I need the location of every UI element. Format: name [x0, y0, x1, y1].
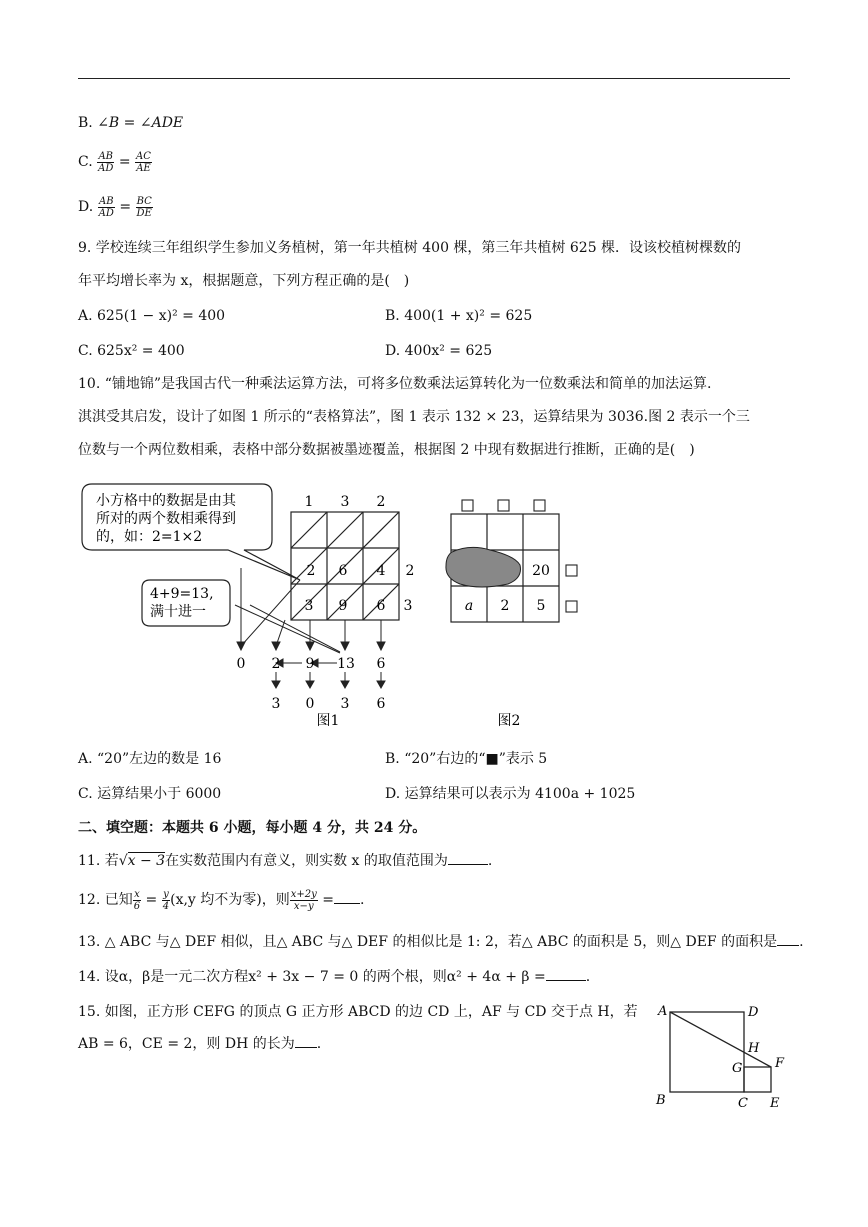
label-e: E — [770, 1096, 780, 1111]
q10-stem-line1: 10. “铺地锦”是我国古代一种乘法运算方法，可将多位数乘法运算转化为一位数乘法和简单的加法运算. — [78, 376, 712, 392]
fig1-top-3: 2 — [376, 494, 386, 510]
label-f: F — [775, 1056, 785, 1071]
fig1-right-2: 3 — [403, 598, 413, 614]
segment-af — [670, 1012, 771, 1067]
q10-option-d: D. 运算结果可以表示为 4100a + 1025 — [385, 786, 636, 802]
q13: 13. △ ABC 与△ DEF 相似，且△ ABC 与△ DEF 的相似比是 1: 2，若△ ABC 的面积是 5，则△ DEF 的面积是 . — [78, 934, 804, 950]
square-abcd — [670, 1012, 744, 1092]
header-rule — [78, 78, 790, 79]
fig1-right-1: 2 — [405, 563, 415, 579]
q11: 11. 若√x − 3在实数范围内有意义，则实数 x 的取值范围为 . — [78, 853, 493, 869]
q9-option-a: A. 625(1 − x)² = 400 — [78, 308, 226, 324]
fig2-cell-5: 5 — [536, 598, 546, 614]
label-c: C — [738, 1096, 748, 1111]
fig2-cell-a: a — [464, 598, 474, 614]
ink-blot — [446, 547, 521, 587]
q8-option-c: C. $\frac{AB}{AD}$ = $\frac{AC}{AE}$ — [78, 150, 151, 174]
fig1-caption: 图1 — [316, 713, 340, 729]
fig1-cell-r2c2: 9 — [338, 598, 348, 614]
section-2-heading: 二、填空题：本题共 6 小题，每小题 4 分，共 24 分。 — [78, 820, 427, 836]
q9-option-c: C. 625x² = 400 — [78, 343, 185, 359]
q10-stem-line3: 位数与一个两位数相乘，表格中部分数据被墨迹覆盖，根据图 2 中现有数据进行推断，正确的是( ) — [78, 442, 695, 458]
q8-option-d: D. $\frac{AB}{AD}$ = $\frac{BC}{DE}$ — [78, 195, 152, 219]
fig2-cell-2: 2 — [500, 598, 510, 614]
fig2-caption: 图2 — [497, 713, 521, 729]
fig1-sum-2: 2 — [271, 656, 281, 672]
q9-option-b: B. 400(1 + x)² = 625 — [385, 308, 533, 324]
fig1-cell-r2c1: 3 — [304, 598, 314, 614]
q10-option-a: A. “20”左边的数是 16 — [78, 751, 222, 767]
q15-line1: 15. 如图，正方形 CEFG 的顶点 G 正方形 ABCD 的边 CD 上，AF 与 CD 交于点 H，若 — [78, 1004, 638, 1020]
callout2-line1: 4+9=13, — [150, 586, 214, 602]
q14: 14. 设α，β是一元二次方程x² + 3x − 7 = 0 的两个根，则α² + 4α + β = . — [78, 969, 591, 985]
fig1-result-3: 3 — [340, 696, 350, 712]
fig1-result-2: 0 — [305, 696, 315, 712]
q10-stem-line2: 淇淇受其启发，设计了如图 1 所示的“表格算法”，图 1 表示 132 × 23，运算结果为 3036.图 2 表示一个三 — [78, 409, 750, 425]
callout1-line3: 的，如：2=1×2 — [96, 529, 203, 545]
label-b: B — [656, 1093, 666, 1108]
fig1-top-2: 3 — [340, 494, 350, 510]
q15-line2: AB = 6，CE = 2，则 DH 的长为 . — [78, 1036, 322, 1052]
fig2-cell-20: 20 — [532, 563, 550, 579]
callout2-line2: 满十进一 — [150, 604, 206, 620]
square-cefg — [744, 1067, 771, 1092]
fig1-sum-3: 9 — [305, 656, 315, 672]
label-h: H — [748, 1041, 760, 1056]
fig1-cell-r1c2: 6 — [338, 563, 348, 579]
fig1-sum-1: 0 — [236, 656, 246, 672]
label-g: G — [732, 1061, 743, 1076]
fig1-top-1: 1 — [304, 494, 314, 510]
label-d: D — [748, 1005, 759, 1020]
q9-option-d: D. 400x² = 625 — [385, 343, 493, 359]
q8-option-b: B. ∠B = ∠ADE — [78, 115, 184, 131]
fig1-result-1: 3 — [271, 696, 281, 712]
fig1-result-4: 6 — [376, 696, 386, 712]
q9-stem-line2: 年平均增长率为 x，根据题意，下列方程正确的是( ) — [78, 273, 410, 289]
q15-figure — [648, 1000, 798, 1120]
callout1-line1: 小方格中的数据是由其 — [96, 493, 236, 509]
q10-figures — [0, 470, 868, 740]
q10-option-c: C. 运算结果小于 6000 — [78, 786, 222, 802]
fig1-cell-r2c3: 6 — [376, 598, 386, 614]
fig1-sum-4: 13 — [337, 656, 355, 672]
fig1-sum-5: 6 — [376, 656, 386, 672]
callout1-line2: 所对的两个数相乘得到 — [96, 511, 236, 527]
q10-option-b: B. “20”右边的“■”表示 5 — [385, 751, 548, 767]
label-a: A — [658, 1004, 668, 1019]
fig1-cell-r1c1: 2 — [306, 563, 316, 579]
fig1-cell-r1c3: 4 — [376, 563, 386, 579]
q9-stem-line1: 9. 学校连续三年组织学生参加义务植树，第一年共植树 400 棵，第三年共植树 625 棵．设该校植树棵数的 — [78, 240, 742, 256]
q12: 12. 已知 $\frac{x}{6}$ = $\frac{y}{4}$ (x,y 均不为零)，则 $\frac{x+2y}{x-y}$ = . — [78, 888, 365, 912]
